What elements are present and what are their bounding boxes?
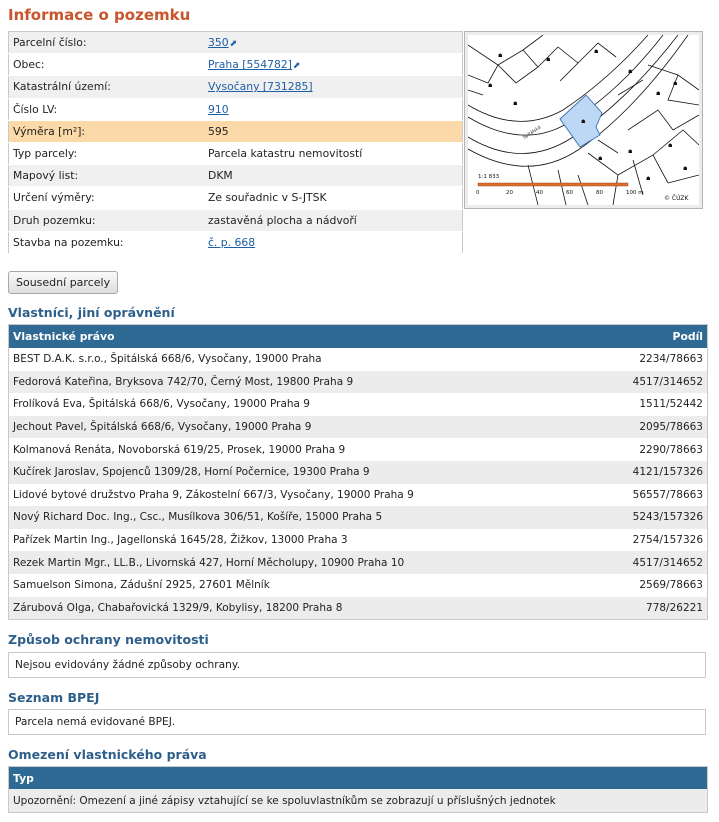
parcel-info-value[interactable] xyxy=(204,54,463,76)
parcel-info-table xyxy=(8,31,463,254)
parcel-info-value: DKM xyxy=(204,165,463,187)
svg-text:☗: ☗ xyxy=(546,57,551,63)
svg-text:☗: ☗ xyxy=(513,101,518,107)
parcel-info-label: Číslo LV: xyxy=(9,98,205,120)
table-row xyxy=(9,393,708,416)
parcel-info-link[interactable]: 910 xyxy=(208,102,229,116)
svg-text:☗: ☗ xyxy=(581,119,586,125)
parcel-info-label: Parcelní číslo: xyxy=(9,32,205,54)
map-scale-tick: 20 xyxy=(506,190,513,196)
owners-heading: Vlastníci, jiní oprávnění xyxy=(8,305,175,320)
page-title: Informace o pozemku xyxy=(8,6,191,24)
map-copyright: © ČÚZK xyxy=(664,195,689,202)
parcel-info-label: Typ parcely: xyxy=(9,142,205,164)
parcel-info-row xyxy=(9,76,463,98)
parcel-info-row xyxy=(9,120,463,142)
owner-name: Lidové bytové družstvo Praha 9, Zákostelní 667/3, Vysočany, 19000 Praha 9 xyxy=(13,488,414,501)
owner-share: 56557/78663 xyxy=(632,488,703,501)
parcel-info-row xyxy=(9,142,463,164)
owner-name: Zárubová Olga, Chabařovická 1329/9, Kobylisy, 18200 Praha 8 xyxy=(9,597,595,620)
owner-name: Samuelson Simona, Zádušní 2925, 27601 Mělník xyxy=(13,579,270,592)
parcel-info-label: Výměra [m²]: xyxy=(9,120,205,142)
parcel-info-value[interactable] xyxy=(204,76,463,98)
map-scale-tick: 100 m xyxy=(626,190,644,196)
svg-text:☗: ☗ xyxy=(498,53,503,59)
parcel-info-row xyxy=(9,32,463,54)
table-row xyxy=(9,371,708,394)
map-scale-tick: 0 xyxy=(476,190,480,196)
parcel-info-link[interactable]: Praha [554782] xyxy=(208,58,292,72)
parcel-info-link[interactable]: 350 xyxy=(208,36,229,50)
map-scale-tick: 40 xyxy=(536,190,543,196)
svg-text:☗: ☗ xyxy=(598,156,603,162)
owner-name: Kolmanová Renáta, Novoborská 619/25, Prosek, 19000 Praha 9 xyxy=(13,443,346,456)
svg-text:☗: ☗ xyxy=(594,49,599,55)
parcel-info-label: Katastrální území: xyxy=(9,76,205,98)
bpej-box: Parcela nemá evidované BPEJ. xyxy=(8,709,706,735)
svg-text:☗: ☗ xyxy=(488,83,493,89)
parcel-info-row xyxy=(9,98,463,120)
table-row xyxy=(9,461,708,484)
svg-text:☗: ☗ xyxy=(628,69,633,75)
owner-share: 2754/157326 xyxy=(632,534,703,547)
table-row xyxy=(9,574,708,597)
svg-text:☗: ☗ xyxy=(656,91,661,97)
parcel-info-value[interactable] xyxy=(204,98,463,120)
parcel-info-link[interactable]: Vysočany [731285] xyxy=(208,80,313,94)
parcel-info-value: Ze souřadnic v S-JTSK xyxy=(204,187,463,209)
parcel-info-label: Mapový list: xyxy=(9,165,205,187)
neighbor-parcels-button[interactable]: Sousední parcely xyxy=(8,271,118,294)
map-image[interactable] xyxy=(468,35,699,205)
svg-text:☗: ☗ xyxy=(628,149,633,155)
owner-name: Frolíková Eva, Špitálská 668/6, Vysočany, 19000 Praha 9 xyxy=(13,398,310,411)
external-link-icon[interactable]: ⬈ xyxy=(292,61,301,72)
owner-share: 2095/78663 xyxy=(595,416,708,439)
svg-text:☗: ☗ xyxy=(673,81,678,87)
parcel-info-label: Stavba na pozemku: xyxy=(9,231,205,253)
parcel-info-value: 595 xyxy=(204,120,463,142)
parcel-info-label: Druh pozemku: xyxy=(9,209,205,231)
owner-name: Fedorová Kateřina, Bryksova 742/70, Černý Most, 19800 Praha 9 xyxy=(9,371,595,394)
protection-heading: Způsob ochrany nemovitosti xyxy=(8,632,209,647)
svg-text:☗: ☗ xyxy=(668,143,673,149)
owner-name: Rezek Martin Mgr., LL.B., Livornská 427, Horní Měcholupy, 10900 Praha 10 xyxy=(9,551,595,574)
parcel-info-label: Určení výměry: xyxy=(9,187,205,209)
bpej-heading: Seznam BPEJ xyxy=(8,690,100,705)
owner-share: 2569/78663 xyxy=(639,579,703,592)
parcel-info-label: Obec: xyxy=(9,54,205,76)
table-row xyxy=(9,484,708,507)
external-link-icon[interactable]: ⬈ xyxy=(229,39,238,50)
owner-share: 2234/78663 xyxy=(639,353,703,366)
owner-share: 4517/314652 xyxy=(595,551,708,574)
table-row xyxy=(9,438,708,461)
owners-header-row xyxy=(9,325,708,349)
parcel-info-value[interactable] xyxy=(204,231,463,253)
parcel-info-value[interactable] xyxy=(204,32,463,54)
parcel-info-row xyxy=(9,209,463,231)
col-ownership: Vlastnické právo xyxy=(9,325,595,349)
parcel-info-row xyxy=(9,231,463,253)
map-scale-tick: 80 xyxy=(596,190,603,196)
parcel-info-link[interactable]: č. p. 668 xyxy=(208,235,256,249)
owner-name: Jechout Pavel, Špitálská 668/6, Vysočany, 19000 Praha 9 xyxy=(9,416,595,439)
parcel-info-row xyxy=(9,187,463,209)
table-row xyxy=(9,597,708,620)
protection-box: Nejsou evidovány žádné způsoby ochrany. xyxy=(8,652,706,678)
owner-share: 1511/52442 xyxy=(639,398,703,411)
owner-name: Kučírek Jaroslav, Spojenců 1309/28, Horní Počernice, 19300 Praha 9 xyxy=(9,461,595,484)
table-row xyxy=(9,789,708,813)
limits-table xyxy=(8,766,708,813)
owner-name: Pařízek Martin Ing., Jagellonská 1645/28, Žižkov, 13000 Praha 3 xyxy=(13,534,348,547)
parcel-info-row xyxy=(9,54,463,76)
parcel-info-row xyxy=(9,165,463,187)
limits-heading: Omezení vlastnického práva xyxy=(8,747,207,762)
owner-share: 4517/314652 xyxy=(595,371,708,394)
limits-note: Upozornění: Omezení a jiné zápisy vztahující se ke spoluvlastníkům se zobrazují u příslušných jednotek xyxy=(9,789,708,813)
owners-table xyxy=(8,324,708,620)
owner-share: 4121/157326 xyxy=(595,461,708,484)
table-row xyxy=(9,529,708,552)
owner-share: 778/26221 xyxy=(595,597,708,620)
map-scale-label: 1:1 833 xyxy=(478,174,500,180)
owner-name: Nový Richard Doc. Ing., Csc., Musílkova 306/51, Košíře, 15000 Praha 5 xyxy=(9,506,595,529)
table-row xyxy=(9,551,708,574)
parcel-info-value: zastavěná plocha a nádvoří xyxy=(204,209,463,231)
col-type: Typ xyxy=(9,767,708,790)
owner-share: 2290/78663 xyxy=(639,443,703,456)
map-scale-tick: 60 xyxy=(566,190,573,196)
parcel-map[interactable] xyxy=(464,31,703,209)
table-row xyxy=(9,416,708,439)
col-share: Podíl xyxy=(595,325,708,349)
parcel-info-value: Parcela katastru nemovitostí xyxy=(204,142,463,164)
map-street-label: Špitálská xyxy=(522,125,543,141)
svg-text:☗: ☗ xyxy=(646,176,651,182)
svg-text:☗: ☗ xyxy=(683,166,688,172)
table-row xyxy=(9,506,708,529)
owner-name: BEST D.A.K. s.r.o., Špitálská 668/6, Vysočany, 19000 Praha xyxy=(13,353,322,366)
table-row xyxy=(9,348,708,371)
owner-share: 5243/157326 xyxy=(595,506,708,529)
